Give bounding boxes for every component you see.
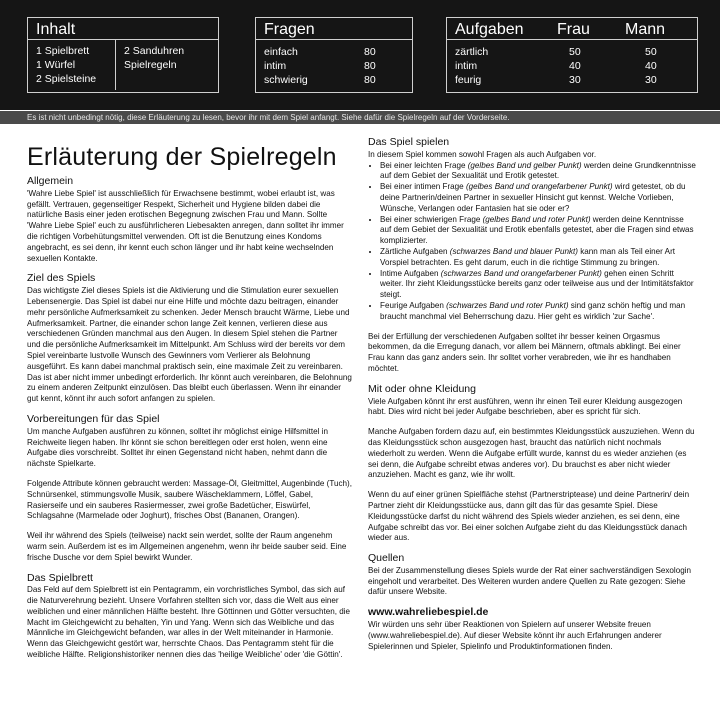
list-item-emphasis: (gelbes Band und roter Punkt) <box>482 214 591 224</box>
tasks-box <box>446 17 698 93</box>
task-woman-count: 30 <box>569 74 581 86</box>
question-count: 80 <box>364 74 376 86</box>
tasks-title: Aufgaben <box>455 21 524 38</box>
list-item-text: werden deine Kenntnisse auf dem Gebiet der Sexualität und Erotik ebenfalls getestet, aber die Fragen sind etwas komplizierter. <box>380 214 694 246</box>
table-row <box>264 59 376 73</box>
list-item-emphasis: (gelbes Band und gelber Punkt) <box>467 160 582 170</box>
page-title: Erläuterung der Spielregeln <box>27 143 337 171</box>
list-item-text: gehen einen Schritt weiter. Ihr zieht Kleidungsstücke bereits ganz oder teilweise aus und der Intimitätsfaktor steigt. <box>380 268 694 300</box>
notice-bar: Es ist nicht unbedingt nötig, diese Erläuterung zu lesen, bevor ihr mit dem Spiel anfangt. Siehe dafür die Spielregeln auf der Vorderseite. <box>0 111 720 124</box>
contents-column-1 <box>28 40 116 90</box>
table-row <box>455 59 657 73</box>
question-label: schwierig <box>264 74 308 86</box>
table-row <box>455 45 657 59</box>
section-heading-goal: Ziel des Spiels <box>27 272 96 285</box>
contents-column-2 <box>116 40 184 90</box>
contents-title: Inhalt <box>28 18 218 40</box>
paragraph: Um manche Aufgaben ausführen zu können, solltet ihr möglichst einige Hilfsmittel in Reichweite liegen haben. Ihr könnt sie schon bereitlegen oder erst holen, wenn eine Aufgabe dies vorschreibt. Solltet ihr einen Gegenstand nicht haben, nehmt dann die nächste Spielkarte. <box>27 426 328 469</box>
section-heading-sources: Quellen <box>368 552 405 565</box>
paragraph: Viele Aufgaben könnt ihr erst ausführen, wenn ihr einen Teil eurer Kleidung ausgezogen habt. Dies wird nicht bei jeder Aufgabe beschrieben, aber es spricht für sich. <box>368 396 683 417</box>
list-item-text: wird getestet, ob du deine Partnerin/deinen Partner in sexueller Hinsicht gut kennst. Welche Vorlieben, Wünsche, Verlangen oder Fantasien hat sie oder er? <box>380 182 686 213</box>
task-woman-count: 40 <box>569 60 581 72</box>
rules-list <box>368 161 696 323</box>
tasks-table <box>455 45 657 87</box>
tasks-col-woman: Frau <box>557 21 590 38</box>
paragraph: Wir würden uns sehr über Reaktionen von Spielern auf unserer Website freuen (www.wahreliebespiel.de). Auf dieser Website könnt ihr auch Erfahrungen anderer Spielerinnen und Spieler, Spielinfo und Produktinformationen finden. <box>368 620 662 651</box>
section-heading-playing: Das Spiel spielen <box>368 136 450 148</box>
question-count: 80 <box>364 46 376 58</box>
list-item-emphasis: (schwarzes Band und roter Punkt) <box>446 300 569 310</box>
task-label: feurig <box>455 74 482 86</box>
task-man-count: 40 <box>645 60 657 72</box>
table-row <box>264 73 376 87</box>
list-item <box>380 269 696 301</box>
contents-item: Spielregeln <box>124 59 177 71</box>
list-item <box>380 215 696 247</box>
task-label: intim <box>455 60 478 72</box>
contents-item: 1 Würfel <box>36 59 76 71</box>
list-item-text: Bei einer schwierigen Frage <box>380 214 483 224</box>
questions-table <box>264 45 376 87</box>
list-item <box>380 247 696 269</box>
task-man-count: 50 <box>645 46 657 58</box>
header-bar <box>0 0 720 110</box>
task-woman-count: 50 <box>569 46 581 58</box>
contents-item: 1 Spielbrett <box>36 45 90 57</box>
section-heading-general: Allgemein <box>27 175 74 187</box>
list-item-text: Feurige Aufgaben <box>380 300 447 310</box>
list-item-emphasis: (schwarzes Band und blauer Punkt) <box>449 246 578 256</box>
question-label: einfach <box>264 46 298 58</box>
paragraph: Manche Aufgaben fordern dazu auf, ein bestimmtes Kleidungsstück auszuziehen. Wenn du das Kleidungsstück schon ausgezogen hast, braucht das natürlich nicht nochmals wiederholt zu werden. Wenn die Aufgabe erfüllt wurde, kannst du es wieder anziehen (es sei denn, die Aufgabe schreibt etwas anderes vor). Du brauchst es aber nicht wieder anzuziehen. Macht es ganz, wie ihr wollt. <box>368 427 695 480</box>
task-label: zärtlich <box>455 46 489 58</box>
contents-item: 2 Spielsteine <box>36 73 97 85</box>
questions-box <box>255 17 413 93</box>
table-row <box>455 73 657 87</box>
website-heading: www.wahreliebespiel.de <box>368 606 489 619</box>
paragraph: 'Wahre Liebe Spiel' ist ausschließlich für Erwachsene bestimmt, wobei erlaubt ist, was gefällt. Vertrauen, gegenseitiger Respekt, Sicherheit und Hygiene bilden dabei die natürliche Basis einer jeden erotischen Begegnung zwischen Frau und Mann. Sollte 'Wahre Liebe Spiel' euch zu ausführlicheren Liebesakten anregen, dann solltet ihr immer die richtigen Vorbehütungsmittel verwenden. Oft ist die Benutzung eines Kondoms angebracht, es sei denn, ihr kennt euch schon länger und ihr habt keine wechselnden sexuellen Kontakte. <box>27 188 344 263</box>
list-item-text: Bei einer intimen Frage <box>380 182 466 192</box>
paragraph: Das Feld auf dem Spielbrett ist ein Pentagramm, ein vorchristliches Symbol, das sich auf die Naturverehrung bezieht. Unsere Vorfahren stellten sich vor, dass die Welt aus einer weiblichen und einer männlichen Hälfte besteht. Ihre Göttinnen und Götter versuchten, die Macht im Gleichgewicht zu behalten, Yin und Yang. Wenn sich das Weibliche und das Männliche im Gleichgewicht befanden, war alles in der Welt miteinander in Harmonie. Wenn das Gleichgewicht gestört war, herrschte Chaos. Das Pentagramm steht für die weibliche Hälfte. Religionshistoriker nennen dies das 'heilige Weibliche' oder 'die Göttin'. <box>27 585 351 660</box>
list-item-emphasis: (gelbes Band und orangefarbener Punkt) <box>465 182 613 192</box>
contents-box <box>27 17 219 93</box>
questions-title: Fragen <box>256 18 412 40</box>
section-heading-preparation: Vorbereitungen für das Spiel <box>27 412 160 425</box>
list-item <box>380 301 696 323</box>
paragraph: Weil ihr während des Spiels (teilweise) nackt sein werdet, sollte der Raum angenehm warm sein. Außerdem ist es im Allgemeinen angenehm, wenn ihr beide sauber seid. Eine frische Dusche vor dem Spiel bewirkt Wunder. <box>27 531 347 562</box>
paragraph: Folgende Attribute können gebraucht werden: Massage-Öl, Gleitmittel, Augenbinde (Tuch), Schnürsenkel, stimmungsvolle Musik, saubere Wäscheklammern, Löffel, Gabel, Rasierseife und ein sauberes Rasiermesser, zwei große Badetücher, Eiswürfel, Schlagsahne (Marmelade oder Joghurt), frisches Obst (Bananen, Orangen). <box>27 478 352 521</box>
list-item-emphasis: (schwarzes Band und orangefarbener Punkt) <box>440 268 602 278</box>
question-count: 80 <box>364 60 376 72</box>
list-item-text: kann man als Teil einer Art Vorspiel betrachten. Es geht darum, euch in die richtige Stimmung zu bringen. <box>380 246 676 267</box>
list-item-text: Intime Aufgaben <box>380 268 441 278</box>
paragraph: Bei der Erfüllung der verschiedenen Aufgaben solltet ihr besser keinen Orgasmus bekommen, da die Erregung danach, vor allem bei Männern, oftmals abklingt. Bei einer Frau kann das ganz anders sein. Ihr solltet vorher verabreden, wie ihr es handhaben möchtet. <box>368 331 681 373</box>
tasks-header <box>447 18 697 40</box>
paragraph: Bei der Zusammenstellung dieses Spiels wurde der Rat einer sachverständigen Sexologin eingeholt und verarbeitet. Des Weiteren wurden andere Quellen zu Rate gezogen: Siehe dafür unsere Website. <box>368 565 692 597</box>
tasks-col-man: Mann <box>625 21 666 38</box>
list-item-text: werden deine Grundkenntnisse auf dem Gebiet der Sexualität und Erotik getestet. <box>380 160 696 181</box>
section-heading-board: Das Spielbrett <box>27 571 93 584</box>
section-heading-clothing: Mit oder ohne Kleidung <box>368 382 476 395</box>
question-label: intim <box>264 60 287 72</box>
table-row <box>264 45 376 59</box>
paragraph: Das wichtigste Ziel dieses Spiels ist die Aktivierung und die Stimulation eurer sexuellen Lebensenergie. Das Spiel ist dabei nur eine Hilfe und möchte dazu beitragen, einander mehr persönliche Aufmerksamkeit zu schenken. Jeder Mensch braucht Wärme, Liebe und Aufmerksamkeit. Partner, die einander schon lange Zeit kennen, verlieren diese aus verschiedenen Gründen manchmal aus den Augen. In diesem Spiel stehen die Partner und die persönliche Aufmerksamkeit im Mittelpunkt. Am Schluss wird der bereits vor dem Spiel vereinbarte lustvolle Wunsch des Gewinners vom Verlierer als Belohnung ausgeführt. Es kann dabei manchmal praktisch sein, eine maximale Zeit zu vereinbaren. Das ist aber nicht immer unbedingt erforderlich. Ihr könnt auch vereinbaren, die Belohnung zu einem anderen Zeitpunkt einzulösen. Das bleibt euch überlassen. Wenn ihr einander gut kennt, könnt ihr auch sofort anfangen zu spielen. <box>27 286 352 404</box>
list-item <box>380 161 696 183</box>
list-item <box>380 182 696 214</box>
task-man-count: 30 <box>645 74 657 86</box>
paragraph: In diesem Spiel kommen sowohl Fragen als auch Aufgaben vor. <box>368 149 597 159</box>
left-column <box>27 176 353 670</box>
list-item-text: sind ganz schön heftig und man braucht manchmal viel Beherrschung dazu. Hier geht es wirklich 'zur Sache'. <box>380 300 686 321</box>
right-column <box>368 137 696 661</box>
list-item-text: Zärtliche Aufgaben <box>380 246 450 256</box>
list-item-text: Bei einer leichten Frage <box>380 160 468 170</box>
paragraph: Wenn du auf einer grünen Spielfläche stehst (Partnerstriptease) und deine Partnerin/ dein Partner zieht dir Kleidungsstücke aus, dann gilt das für das gesamte Spiel. Diese Kleidungsstücke darfst du nicht während des Spiels wieder anziehen, es sei denn, eine Aufgabe schreibt das vor. Bei einer solchen Aufgabe zieht du das Kleidungsstück danach wieder aus. <box>368 490 690 543</box>
contents-item: 2 Sanduhren <box>124 45 185 57</box>
